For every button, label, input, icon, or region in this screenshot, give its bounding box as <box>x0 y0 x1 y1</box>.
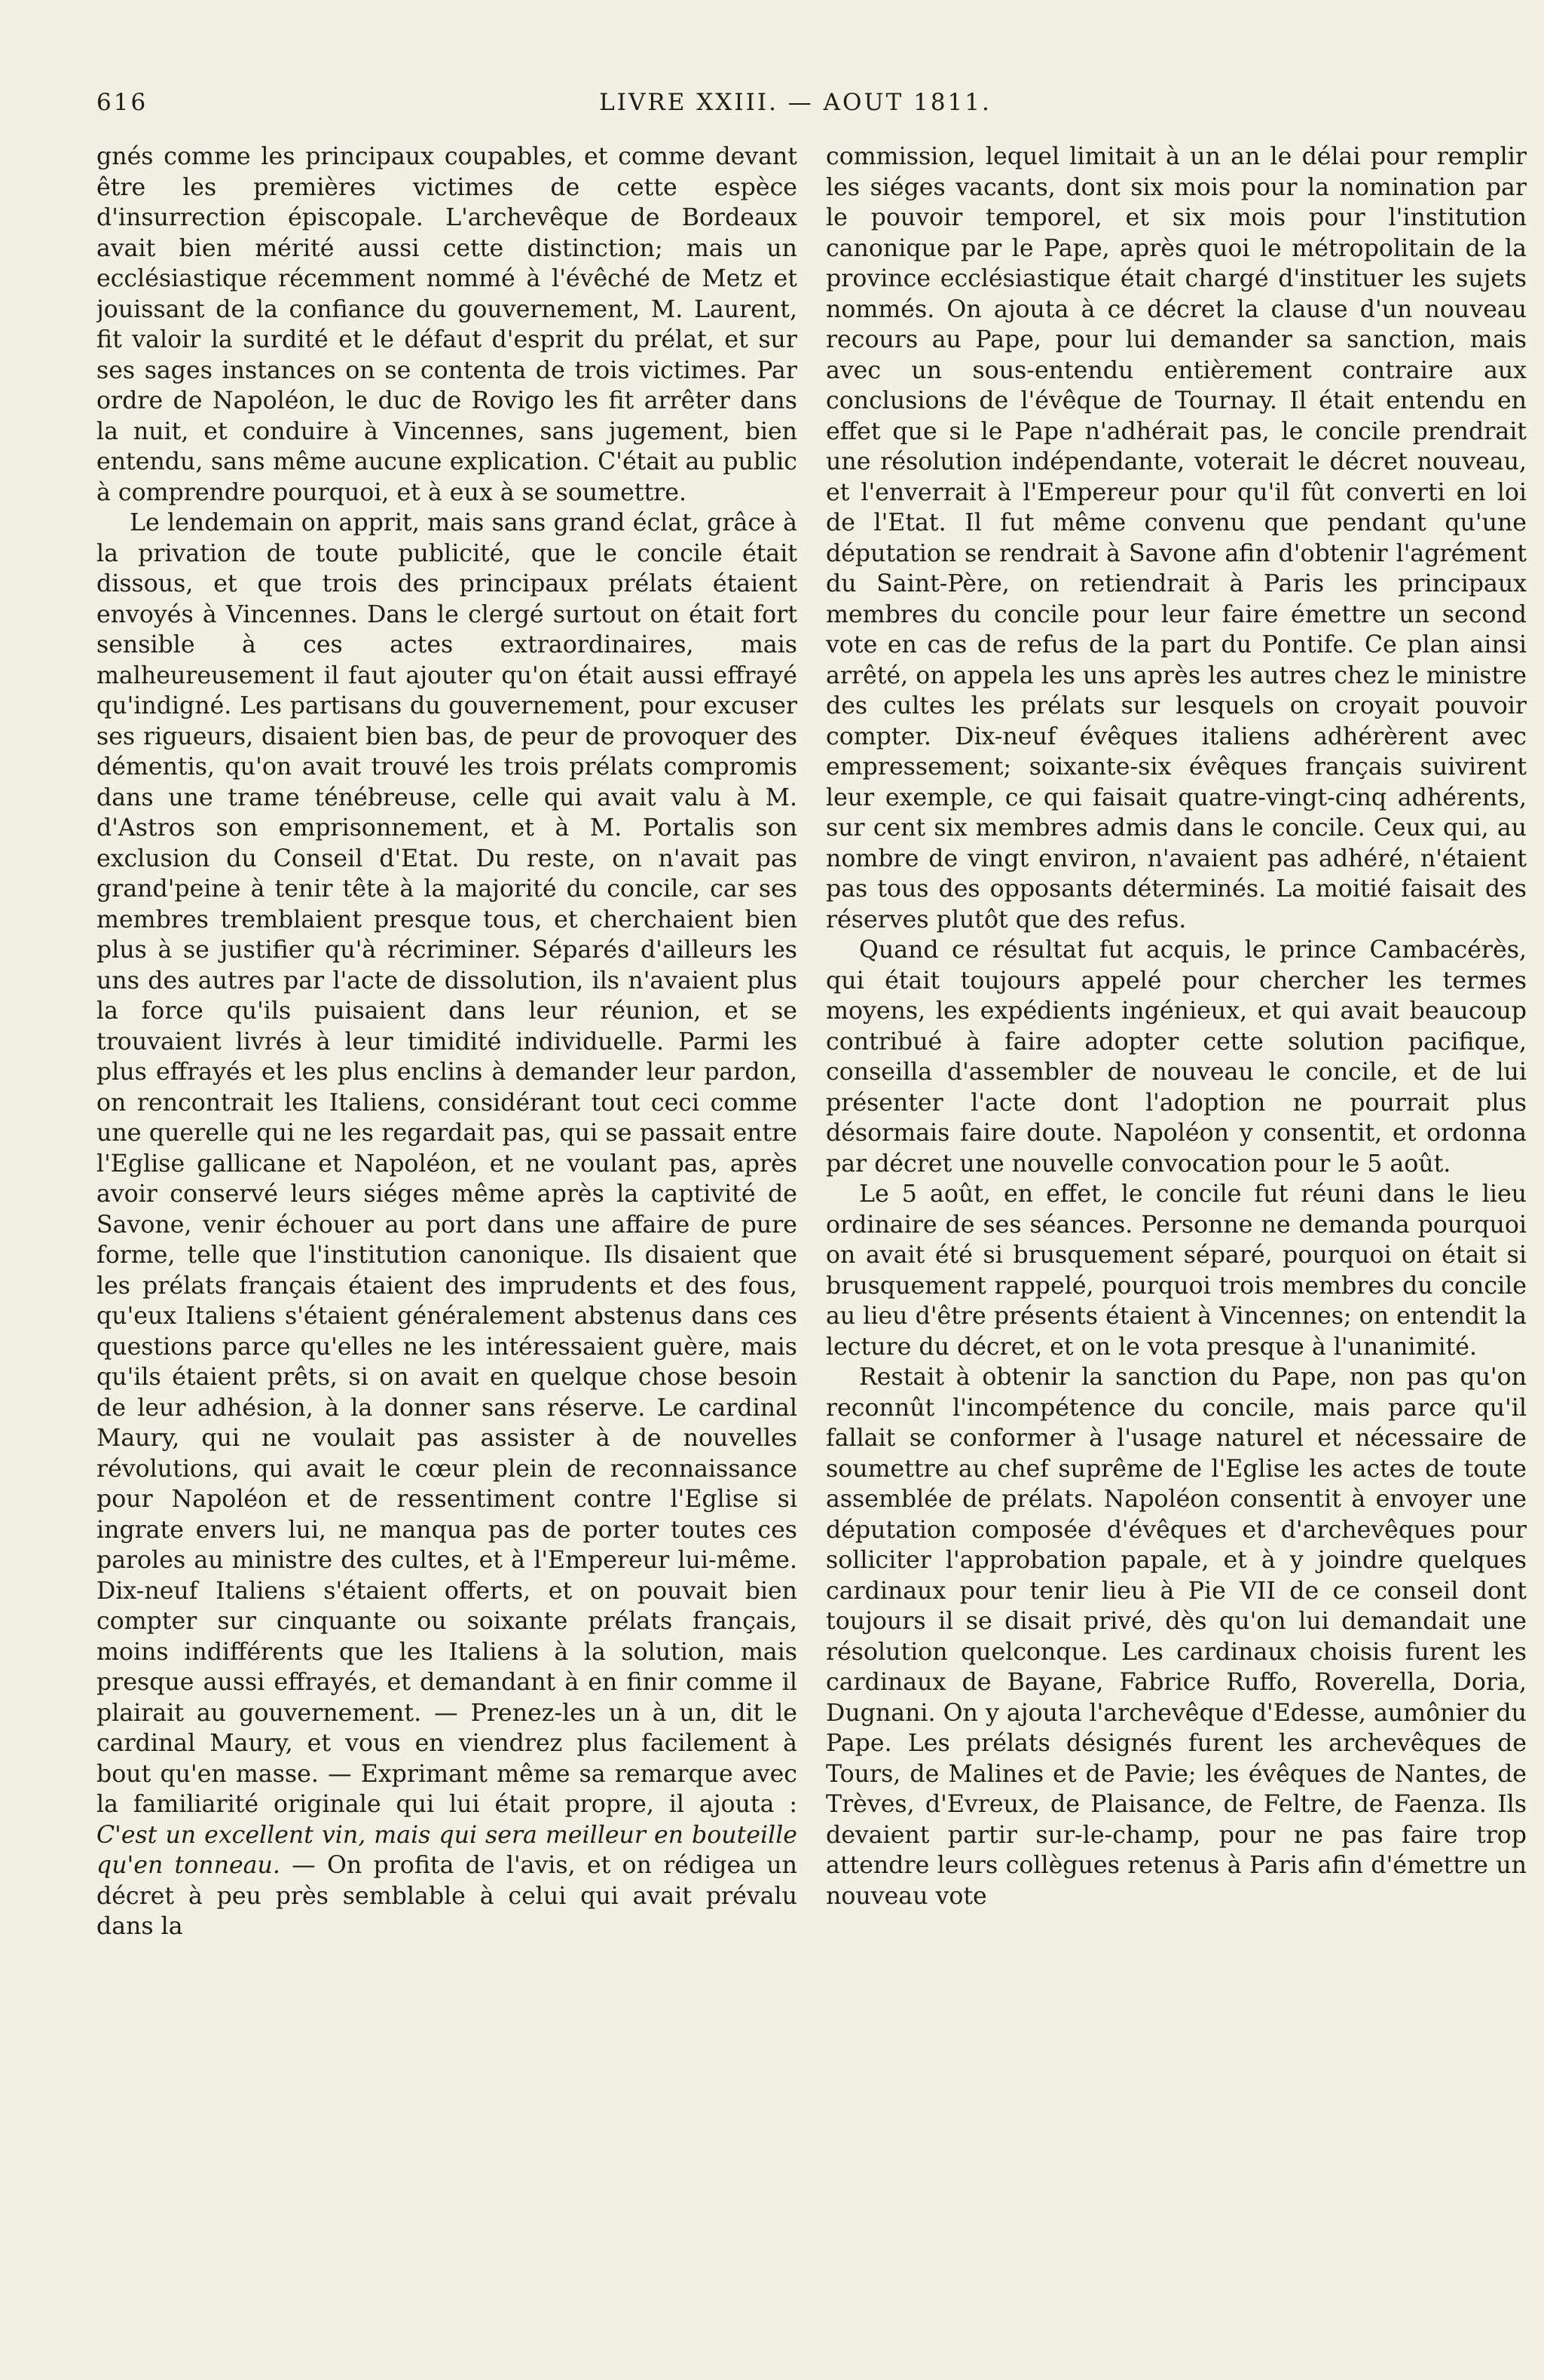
paragraph <box>96 508 797 1942</box>
left-column <box>96 142 797 2353</box>
paragraph: Restait à obtenir la sanction du Pape, non pas qu'on reconnût l'incompétence du concile, mais parce qu'il fallait se conformer à l'usage naturel et nécessaire de soumettre au chef suprême de l'Eglise les actes de toute assemblée de prélats. Napoléon consentit à envoyer une députation composée d'évêques et d'archevêques pour solliciter l'approbation papale, et à y joindre quelques cardinaux pour tenir lieu à Pie VII de ce conseil dont toujours il se disait privé, dès qu'on lui demandait une résolution quelconque. Les cardinaux choisis furent les cardinaux de Bayane, Fabrice Ruffo, Roverella, Doria, Dugnani. On y ajouta l'archevêque d'Edesse, aumônier du Pape. Les prélats désignés furent les archevêques de Tours, de Malines et de Pavie; les évêques de Nantes, de Trèves, d'Evreux, de Plaisance, de Feltre, de Faenza. Ils devaient partir sur-le-champ, pour ne pas faire trop attendre leurs collègues retenus à Paris afin d'émettre un nouveau vote <box>826 1364 1527 1910</box>
paragraph-text: Le lendemain on apprit, mais sans grand éclat, grâce à la privation de toute publicité, que le concile était dissous, et que trois des principaux prélats étaient envoyés à Vincennes. Dans le clergé surtout on était fort sensible à ces actes extraordinaires, mais malheureusement il faut ajouter qu'on était aussi effrayé qu'indigné. Les partisans du gouvernement, pour excuser ses rigueurs, disaient bien bas, de peur de provoquer des démentis, qu'on avait trouvé les trois prélats compromis dans une trame ténébreuse, celle qui avait valu à M. d'Astros son emprisonnement, et à M. Portalis son exclusion du Conseil d'Etat. Du reste, on n'avait pas grand'peine à tenir tête à la majorité du concile, car ses membres tremblaient presque tous, et cherchaient bien plus à se justifier qu'à récriminer. Séparés d'ailleurs les uns des autres par l'acte de dissolution, ils n'avaient plus la force qu'ils puisaient dans leur réunion, et se trouvaient livrés à leur timidité individuelle. Parmi les plus effrayés et les plus enclins à demander leur pardon, on rencontrait les Italiens, considérant tout ceci comme une querelle qui ne les regardait pas, qui se passait entre l'Eglise gallicane et Napoléon, et ne voulant pas, après avoir conservé leurs siéges même après la captivité de Savone, venir échouer au port dans une affaire de pure forme, telle que l'institution canonique. Ils disaient que les prélats français étaient des imprudents et des fous, qu'eux Italiens s'étaient généralement abstenus dans ces questions parce qu'elles ne les intéressaient guère, mais qu'ils étaient prêts, si on avait en quelque chose besoin de leur adhésion, à la donner sans réserve. Le cardinal Maury, qui ne voulait pas assister à de nouvelles révolutions, qui avait le cœur plein de reconnaissance pour Napoléon et de ressentiment contre l'Eglise si ingrate envers lui, ne manqua pas de porter toutes ces paroles au ministre des cultes, et à l'Empereur lui-même. Dix-neuf Italiens s'étaient offerts, et on pouvait bien compter sur cinquante ou soixante prélats français, moins indifférents que les Italiens à la solution, mais presque aussi effrayés, et demandant à en finir comme il plairait au gouvernement. — Prenez-les un à un, dit le cardinal Maury, et vous en viendrez plus facilement à bout qu'en masse. — Exprimant même sa remarque avec la familiarité originale qui lui était propre, il ajouta : <box>96 509 797 1818</box>
paragraph: Quand ce résultat fut acquis, le prince Cambacérès, qui était toujours appelé pour chercher les termes moyens, les expédients ingénieux, et qui avait beaucoup contribué à faire adopter cette solution pacifique, conseilla d'assembler de nouveau le concile, et de lui présenter l'acte dont l'adoption ne pourrait plus désormais faire doute. Napoléon y consentit, et ordonna par décret une nouvelle convocation pour le 5 août. <box>826 936 1527 1178</box>
running-head <box>96 89 1494 127</box>
italic-quote: C'est un excellent vin, mais qui sera meilleur en bouteille qu'en tonneau. <box>96 1821 797 1879</box>
paragraph: gnés comme les principaux coupables, et comme devant être les premières victimes de cette espèce d'insurrection épiscopale. L'archevêque de Bordeaux avait bien mérité aussi cette distinction; mais un ecclésiastique récemment nommé à l'évêché de Metz et jouissant de la confiance du gouvernement, M. Laurent, fit valoir la surdité et le défaut d'esprit du prélat, et sur ses sages instances on se contenta de trois victimes. Par ordre de Napoléon, le duc de Rovigo les fit arrêter dans la nuit, et conduire à Vincennes, sans jugement, bien entendu, sans même aucune explication. C'était au public à comprendre pourquoi, et à eux à se soumettre. <box>96 143 797 506</box>
running-title: LIVRE XXIII. — AOUT 1811. <box>599 89 992 116</box>
paragraph: commission, lequel limitait à un an le délai pour remplir les siéges vacants, dont six mois pour la nomination par le pouvoir temporel, et six mois pour l'institution canonique par le Pape, après quoi le métropolitain de la province ecclésiastique était chargé d'instituer les sujets nommés. On ajouta à ce décret la clause d'un nouveau recours au Pape, pour lui demander sa sanction, mais avec un sous-entendu entièrement contraire aux conclusions de l'évêque de Tournay. Il était entendu en effet que si le Pape n'adhérait pas, le concile prendrait une résolution indépendante, voterait le décret nouveau, et l'enverrait à l'Empereur pour qu'il fût converti en loi de l'Etat. Il fut même convenu que pendant qu'une députation se rendrait à Savone afin d'obtenir l'agrément du Saint-Père, on retiendrait à Paris les principaux membres du concile pour leur faire émettre un second vote en cas de refus de la part du Pontife. Ce plan ainsi arrêté, on appela les uns après les autres chez le ministre des cultes les prélats sur lesquels on croyait pouvoir compter. Dix-neuf évêques italiens adhérèrent avec empressement; soixante-six évêques français suivirent leur exemple, ce qui faisait quatre-vingt-cinq adhérents, sur cent six membres admis dans le concile. Ceux qui, au nombre de vingt environ, n'avaient pas adhéré, n'étaient pas tous des opposants déterminés. La moitié faisait des réserves plutôt que des refus. <box>826 143 1527 933</box>
page-number: 616 <box>96 89 148 116</box>
paragraph-text: — On profita de l'avis, et on rédigea un décret à peu près semblable à celui qui avait prévalu dans la <box>96 1852 797 1940</box>
right-column <box>826 142 1527 2353</box>
paragraph: Le 5 août, en effet, le concile fut réuni dans le lieu ordinaire de ses séances. Personne ne demanda pourquoi on avait été si brusquement séparé, pourquoi on était si brusquement rappelé, pourquoi trois membres du concile au lieu d'être présents étaient à Vincennes; on entendit la lecture du décret, et on le vota presque à l'unanimité. <box>826 1181 1527 1361</box>
